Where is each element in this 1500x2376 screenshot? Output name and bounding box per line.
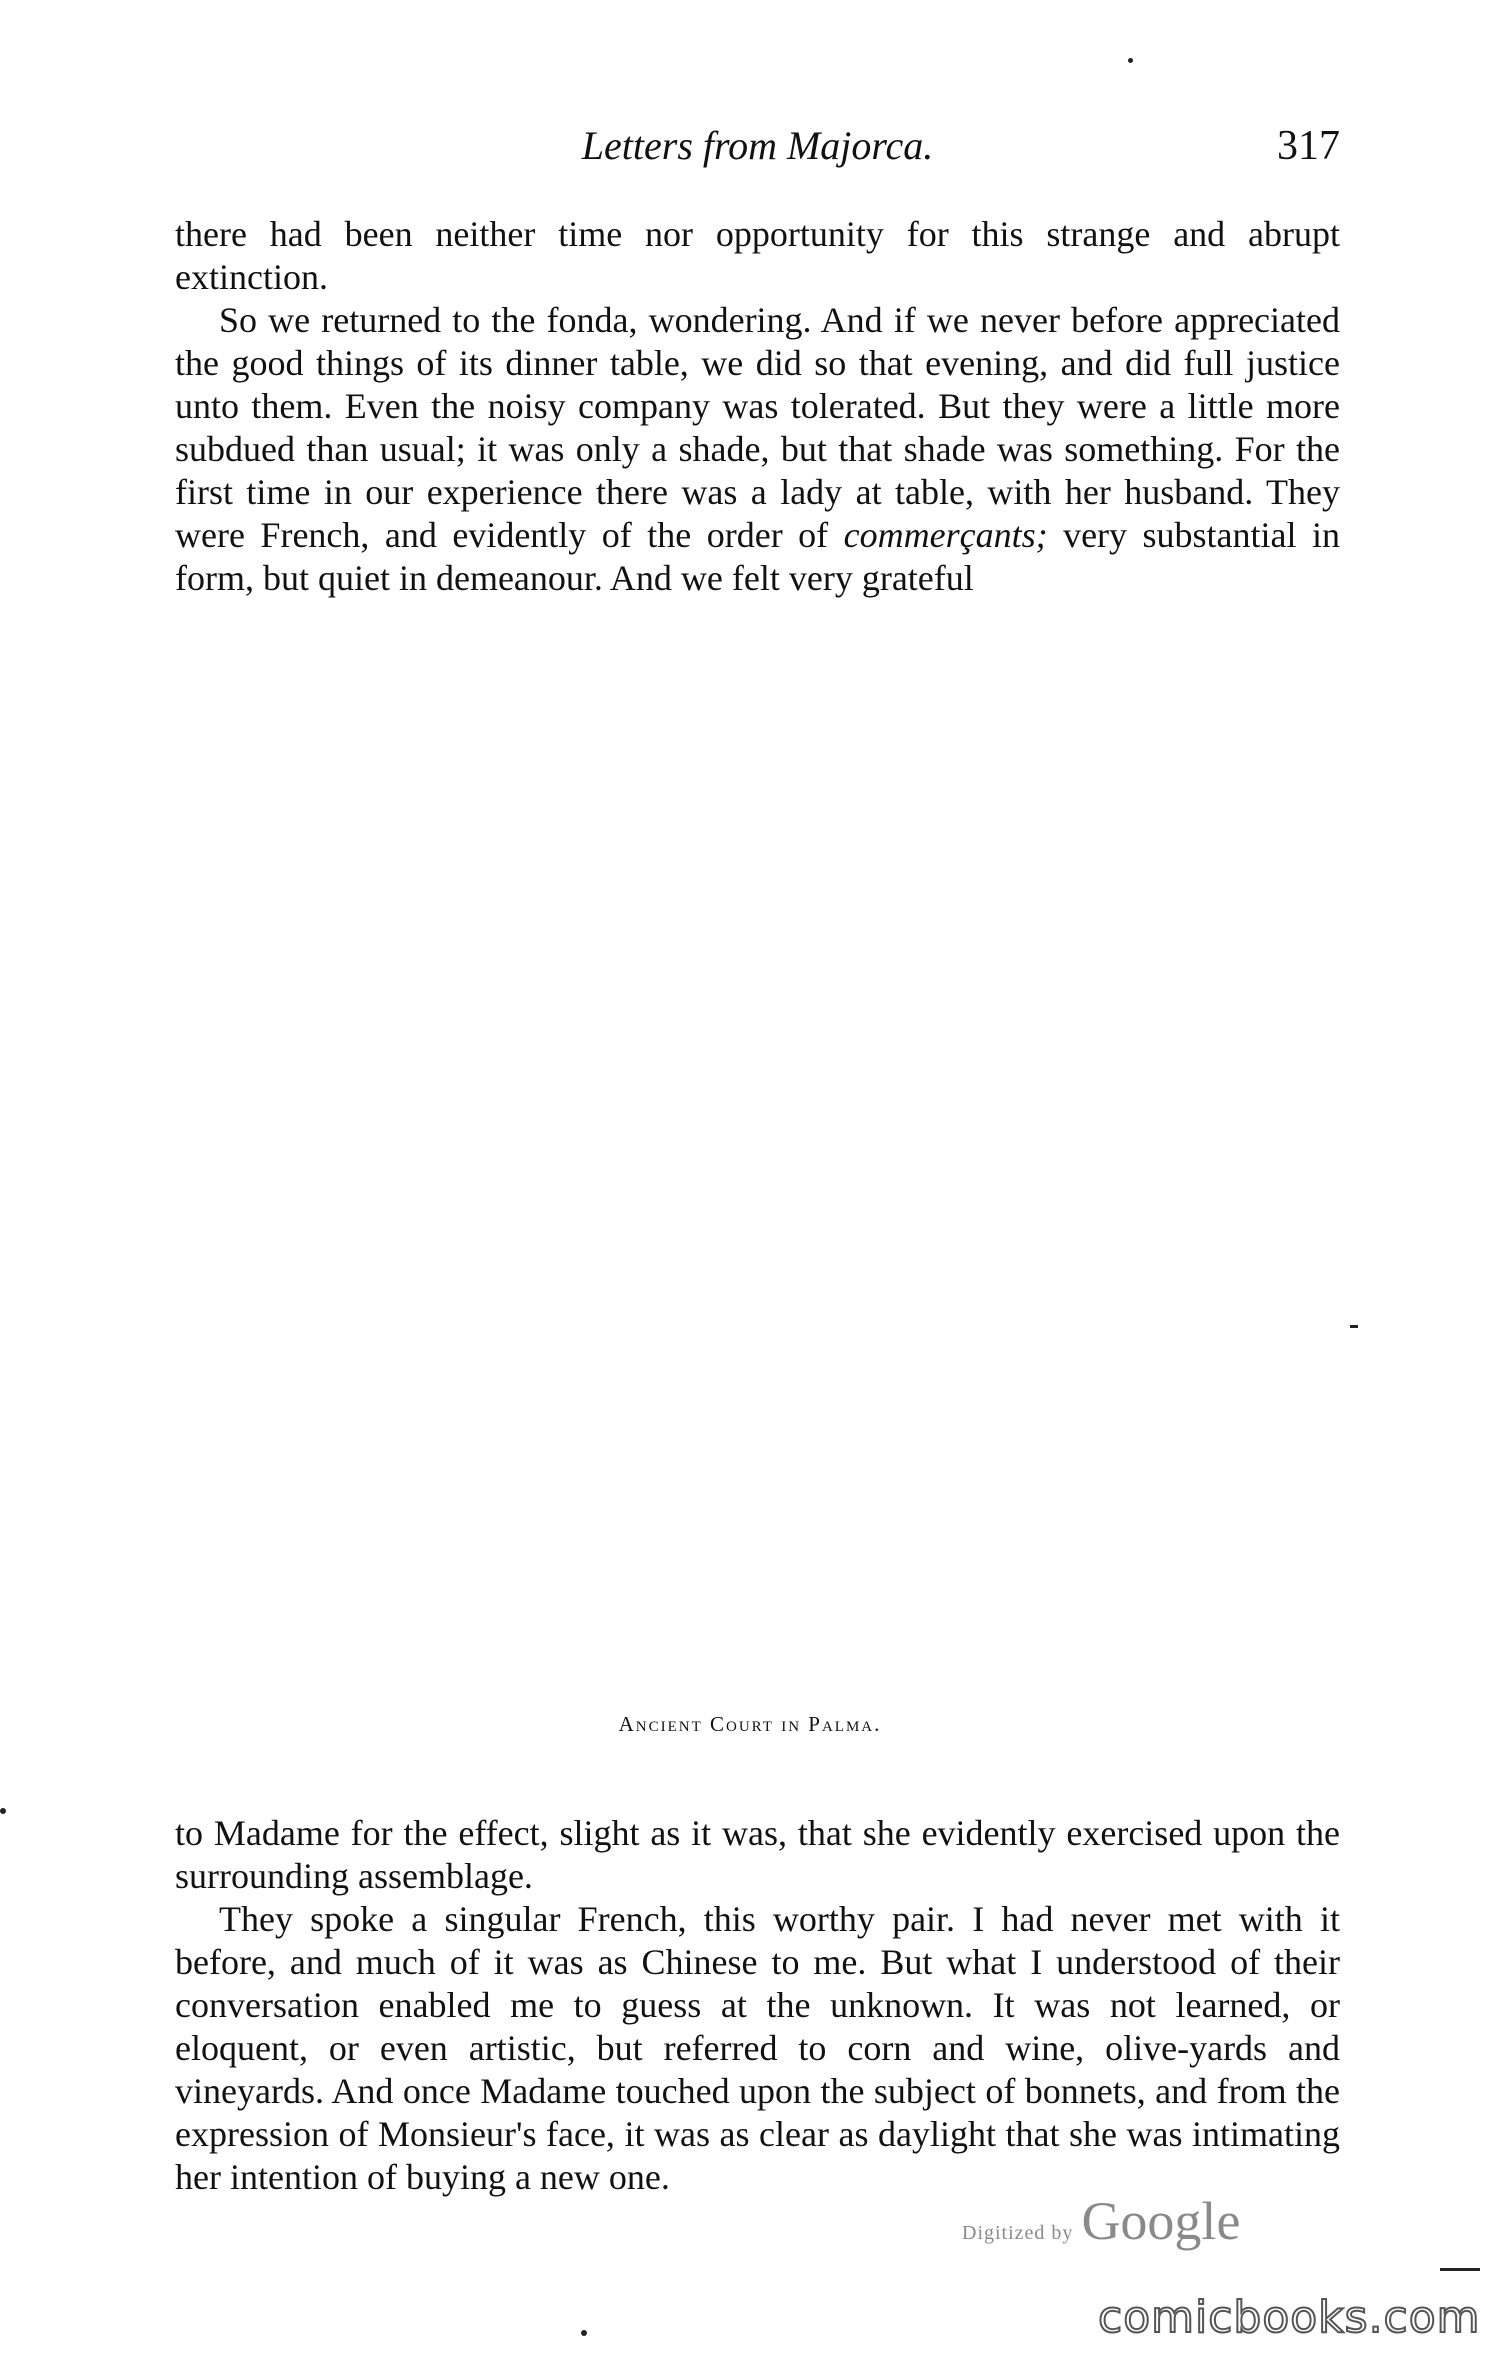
running-head-title: Letters from Majorca. <box>581 123 934 168</box>
site-watermark: comicbooks.com <box>1098 2292 1481 2343</box>
italic-term: commerçants; <box>843 515 1048 555</box>
ink-speck <box>581 2330 587 2336</box>
body-text-top <box>175 213 1340 600</box>
paragraph-fonda-end: very substantial in form, but quiet in demeanour. And we felt very grateful <box>175 515 1340 598</box>
paragraph-continuation: there had been neither time nor opportunity for this strange and abrupt extinction. <box>175 214 1340 297</box>
ink-mark <box>1350 1325 1358 1328</box>
paragraph-fonda <box>175 299 1340 600</box>
paragraph-fonda-text: So we returned to the fonda, wondering. And if we never before appreciated the good things of its dinner table, we did so that evening, and did full justice unto them. Even the noisy company was tolerated. But they were a little more subdued than usual; it was only a shade, but that shade was something. For the first time in our experience there was a lady at table, with her husband. They were French, and evidently of the order of <box>175 300 1340 555</box>
paragraph-french: They spoke a singular French, this worthy pair. I had never met with it before, and much of it was as Chinese to me. But what I understood of their conversation enabled me to guess at the unknown. It was not learned, or eloquent, or even artistic, but referred to corn and wine, olive-yards and vineyards. And once Madame touched upon the subject of bonnets, and from the expression of Monsieur's face, it was as clear as daylight that she was intimating her intention of buying a new one. <box>175 1899 1340 2197</box>
paragraph-madame: to Madame for the effect, slight as it was, that she evidently exercised upon the surrounding assemblage. <box>175 1813 1340 1896</box>
ink-speck <box>1128 58 1133 63</box>
digitized-by-label: Digitized by <box>962 2222 1074 2244</box>
figure-caption: Ancient Court in Palma. <box>618 1712 882 1736</box>
google-watermark <box>962 2190 1240 2252</box>
ink-speck <box>0 1808 6 1814</box>
body-text-bottom <box>175 1812 1340 2199</box>
ink-mark <box>1440 2268 1480 2271</box>
google-logo-text: Google <box>1081 2191 1241 2251</box>
running-head <box>175 122 1340 182</box>
page-number: 317 <box>1277 123 1340 169</box>
